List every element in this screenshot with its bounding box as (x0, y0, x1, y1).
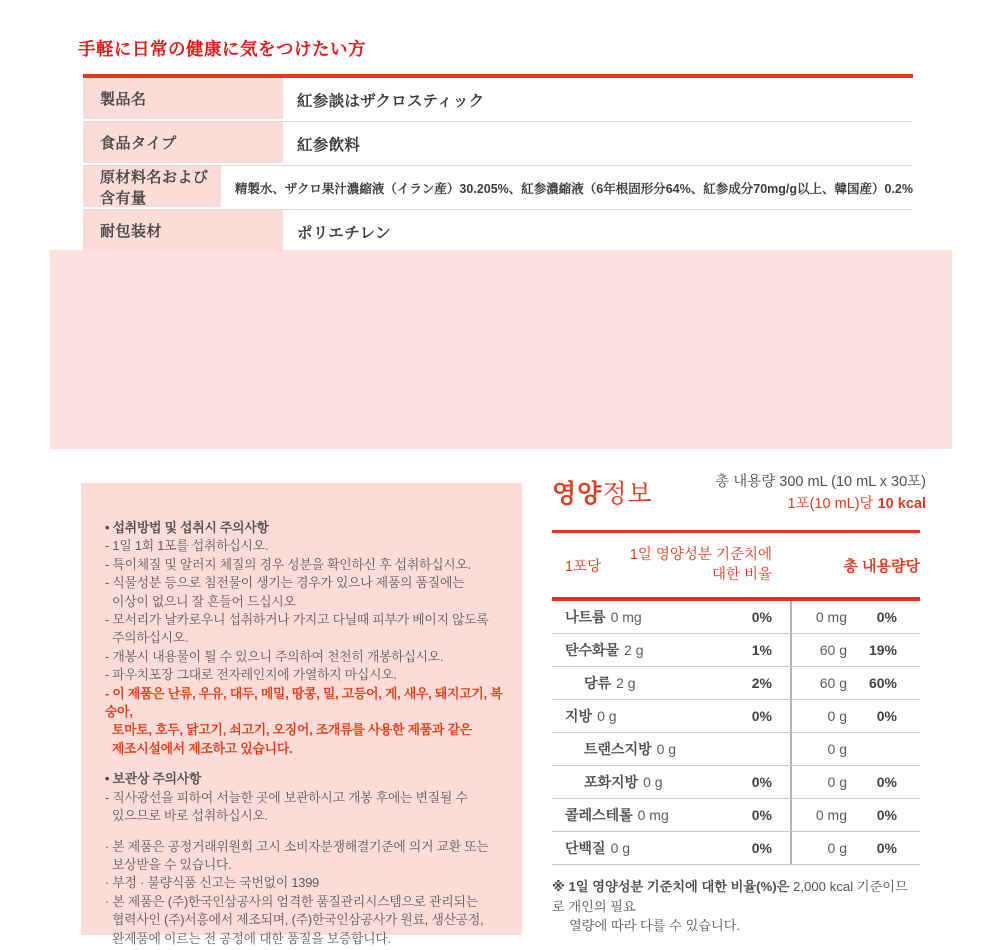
precaution-line: 이상이 없으니 잘 흔들어 드십시오 (112, 593, 296, 609)
daily-value-pct: 0% (751, 840, 772, 856)
precaution-line: • 보관상 주의사항 (105, 771, 202, 787)
col-header-per-pack: 1포당 (565, 559, 602, 575)
nutrient-amount: 0 mg (637, 807, 669, 823)
total-amount: 0 mg (815, 609, 847, 625)
daily-value-pct: 1% (751, 642, 772, 658)
spec-row (83, 122, 913, 166)
total-amount: 60 g (819, 675, 847, 691)
nutrient-name: 콜레스테롤 (565, 807, 633, 823)
nutrition-table (552, 601, 920, 865)
precaution-line-allergen: 토마토, 호두, 닭고기, 쇠고기, 오징어, 조개류를 사용한 제품과 같은 (112, 722, 472, 738)
spec-row (83, 78, 913, 122)
precaution-line: · 본 제품은 (주)한국인삼공사의 엄격한 품질관리시스템으로 관리되는 (105, 893, 478, 909)
nutrition-row (552, 601, 920, 634)
precaution-line: · 부정 · 불량식품 신고는 국번없이 1399 (105, 875, 320, 891)
precaution-line-allergen: - 이 제품은 난류, 우유, 대두, 메밀, 땅콩, 밀, 고등어, 게, 새우, 돼지고기, 복숭아, (105, 685, 503, 720)
total-pct: 0% (876, 840, 897, 856)
daily-value-pct: 2% (751, 675, 772, 691)
nutrition-row (552, 799, 920, 832)
total-pct: 0% (876, 609, 897, 625)
nutrition-title: 영양정보 (552, 480, 653, 508)
precaution-line: · 본 제품은 공정거래위원회 고시 소비자분쟁해결기준에 의거 교환 또는 (105, 838, 489, 854)
total-pct: 0% (876, 807, 897, 823)
precaution-line: 주의하십시오. (112, 630, 189, 646)
spec-value: 紅参飲料 (297, 136, 361, 154)
spec-value: ポリエチレン (297, 224, 391, 242)
precaution-line: - 개봉시 내용물이 튈 수 있으니 주의하여 천천히 개봉하십시오. (105, 648, 444, 664)
nutrition-row (552, 832, 920, 865)
product-image-placeholder (50, 250, 952, 449)
precaution-line: 보상받을 수 있습니다. (112, 856, 232, 872)
spec-value: 紅参談はザクロスティック (297, 92, 485, 110)
precaution-line: - 특이체질 및 알러지 체질의 경우 성분을 확인하신 후 섭취하십시오. (105, 556, 471, 572)
spec-row (83, 166, 913, 210)
spec-label: 耐包装材 (83, 210, 283, 253)
nutrient-amount: 0 g (610, 840, 631, 856)
col-header-daily-value: 1일 영양성분 기준치에 대한 비율 (629, 547, 772, 583)
total-pct: 19% (868, 642, 897, 658)
nutrition-total-volume: 총 내용량 300 mL (10 mL x 30포) (715, 474, 926, 490)
nutrition-row (552, 733, 920, 766)
nutrition-footnote: ※ 1일 영양성분 기준치에 대한 비율(%)은 2,000 kcal 기준이므로 개인의 필요 열량에 따라 다를 수 있습니다. (552, 879, 908, 933)
nutrient-amount: 2 g (616, 675, 636, 691)
daily-value-pct: 0% (751, 609, 772, 625)
precaution-line: 있으므로 바로 섭취하십시오. (112, 808, 269, 824)
precaution-line: • 섭취방법 및 섭취시 주의사항 (105, 520, 269, 535)
nutrition-row (552, 634, 920, 667)
nutrient-amount: 2 g (624, 642, 644, 658)
intake-precautions-panel (81, 483, 522, 946)
daily-value-pct: 0% (751, 774, 772, 790)
precaution-line: 협력사인 (주)서흥에서 제조되며, (주)한국인삼공사가 원료, 생산공정, (112, 912, 484, 928)
nutrient-name: 지방 (565, 708, 593, 724)
precaution-line: - 1일 1회 1포를 섭취하십시오. (105, 538, 269, 554)
nutrient-amount: 0 g (643, 774, 663, 790)
precaution-line-allergen: 제조시설에서 제조하고 있습니다. (112, 740, 293, 756)
nutrition-row (552, 700, 920, 733)
total-amount: 0 g (827, 840, 847, 856)
total-pct: 60% (868, 675, 897, 691)
spec-value: 精製水、ザクロ果汁濃縮液（イラン産）30.205%、紅参濃縮液（6年根固形分64%、紅参成分70mg/g以上、韓国産）0.2% (234, 181, 913, 196)
nutrient-name: 나트륨 (565, 609, 606, 625)
total-amount: 0 g (827, 708, 847, 724)
spacer (105, 758, 506, 770)
total-pct: 0% (876, 774, 897, 790)
spec-row (83, 210, 913, 253)
daily-value-pct: 0% (751, 708, 772, 724)
total-amount: 0 g (827, 774, 847, 790)
page-title: 手軽に日常の健康に気をつけたい方 (78, 39, 366, 59)
nutrient-amount: 0 g (656, 741, 677, 757)
nutrient-name: 단백질 (565, 840, 606, 856)
nutrition-row (552, 667, 920, 700)
total-amount: 60 g (819, 642, 847, 658)
precaution-line: - 파우치포장 그대로 전자레인지에 가열하지 마십시오. (105, 667, 397, 683)
total-amount: 0 mg (815, 807, 847, 823)
nutrient-name: 당류 (584, 675, 612, 691)
product-spec-table (83, 74, 913, 253)
nutrition-row (552, 766, 920, 799)
precaution-line: - 모서리가 날카로우니 섭취하거나 가지고 다닐때 피부가 베이지 않도록 (105, 612, 489, 628)
spec-label: 製品名 (83, 78, 283, 121)
nutrition-panel (552, 471, 926, 936)
daily-value-pct: 0% (751, 807, 772, 823)
nutrition-column-headers (552, 533, 920, 597)
total-pct: 0% (876, 708, 897, 724)
precaution-line: - 직사광선을 피하여 서늘한 곳에 보관하시고 개봉 후에는 변질될 수 (105, 789, 468, 805)
spec-label: 原材料名および含有量 (83, 166, 221, 209)
precaution-line: 완제품에 이르는 전 공정에 대한 품질을 보증합니다. (112, 930, 391, 946)
nutrient-name: 탄수화물 (565, 642, 620, 658)
nutrient-amount: 0 mg (610, 609, 642, 625)
precaution-line: - 식물성분 등으로 침전물이 생기는 경우가 있으나 제품의 품질에는 (105, 575, 465, 591)
total-amount: 0 g (827, 741, 847, 757)
spec-label: 食品タイプ (83, 122, 283, 165)
nutrient-amount: 0 g (597, 708, 617, 724)
col-header-total: 총 내용량당 (843, 558, 920, 575)
nutrition-kcal-per-pack: 1포(10 mL)당 10 kcal (787, 496, 926, 512)
nutrient-name: 포화지방 (584, 774, 639, 790)
spacer (105, 826, 506, 838)
nutrient-name: 트랜스지방 (584, 741, 652, 757)
